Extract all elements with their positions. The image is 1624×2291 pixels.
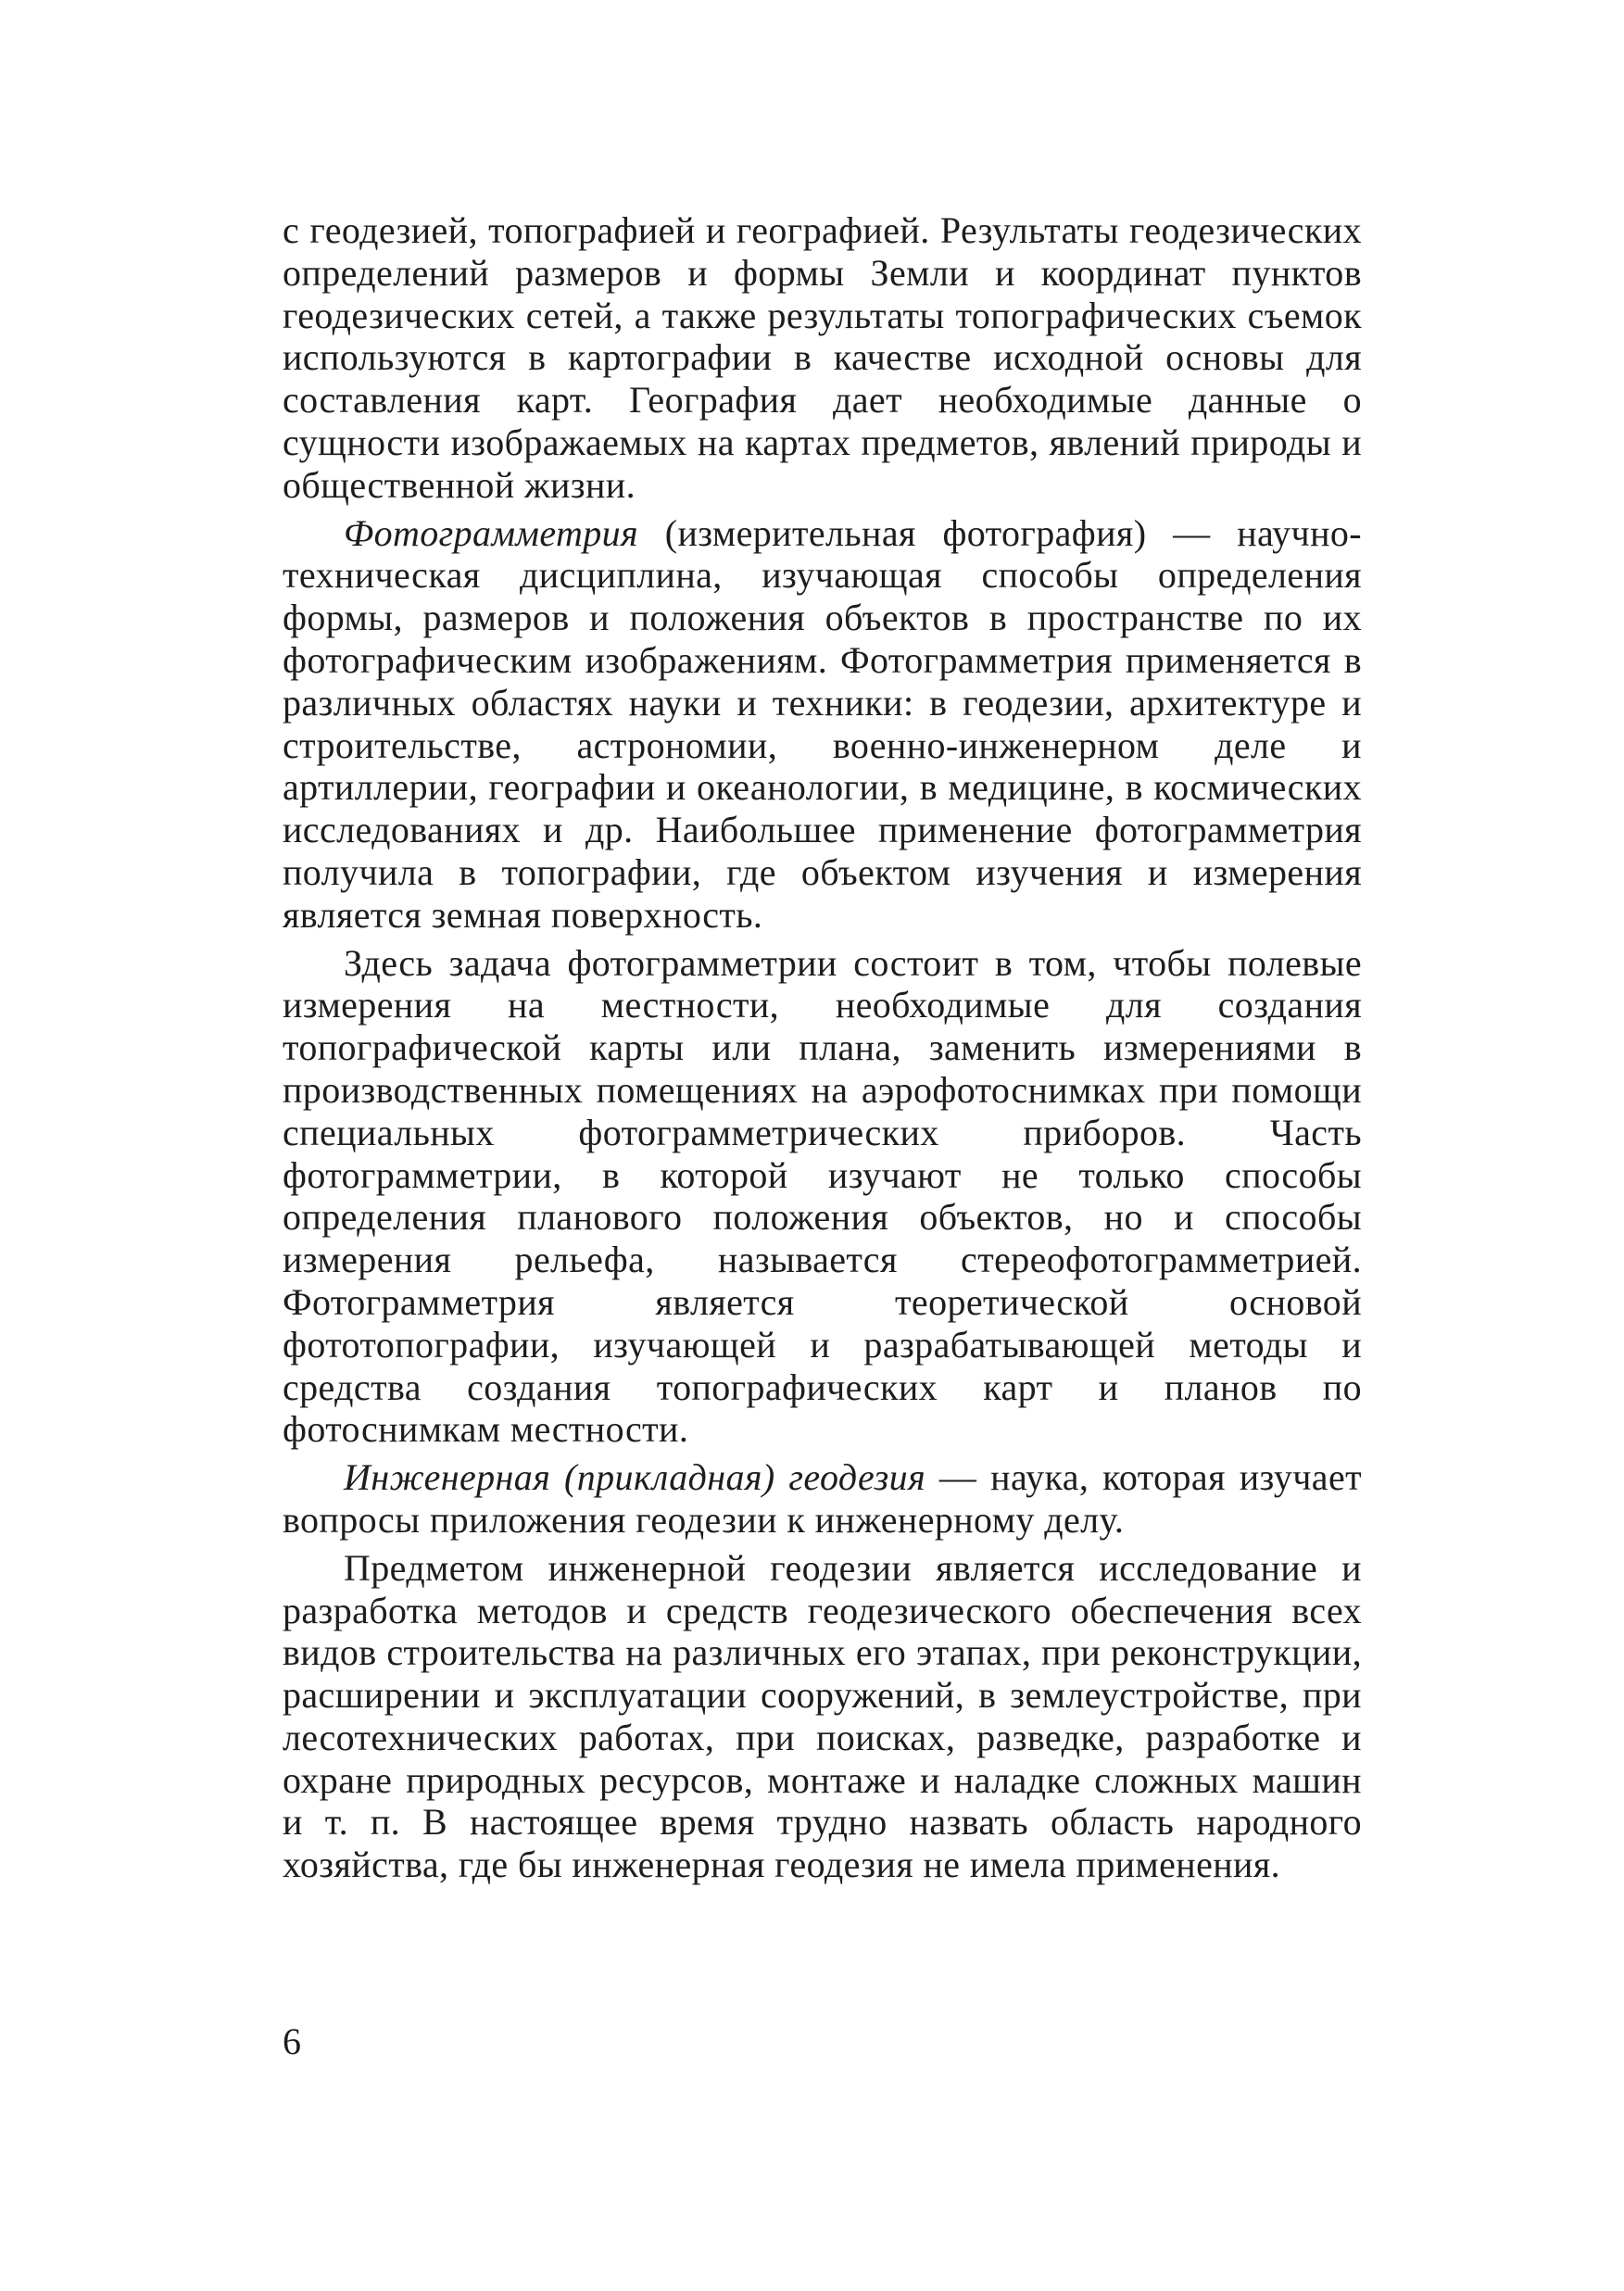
paragraph-text: Здесь задача фотограмметрии состоит в том, чтобы полевые измерения на местности, необходимые для создания топографической карты или плана, заменить измерениями в производственных помещениях на аэрофотоснимках при помощи специальных фотограмметрических приборов. Часть фотограмметрии, в которой изучают не только способы определения планового положения объектов, но и способы измерения рельефа, называется стереофотограмметрией. Фотограмметрия является теоретической основой фототопографии, изучающей и разрабатывающей методы и средства создания топографических карт и планов по фотоснимкам местности. [283,941,1362,1451]
paragraph-geography-relation [283,209,1362,507]
paragraph-text: Предметом инженерной геодезии является исследование и разработка методов и средств геодезического обеспечения всех видов строительства на различных его этапах, при реконструкции, расширении и эксплуатации сооружений, в землеустройстве, при лесотехнических работах, при поисках, разведке, разработке и охране природных ресурсов, монтаже и наладке сложных машин и т. п. В настоящее время трудно назвать область народного хозяйства, где бы инженерная геодезия не имела применения. [283,1546,1362,1886]
paragraph-text: (измерительная фотография) — научно-техническая дисциплина, изучающая способы определения формы, размеров и положения объектов в пространстве по их фотографическим изображениям. Фотограмметрия применяется в различных областях науки и техники: в геодезии, архитектуре и строительстве, астрономии, военно-инженерном деле и артиллерии, географии и океанологии, в медицине, в космических исследованиях и др. Наибольшее применение фотограмметрия получила в топографии, где объектом изучения и измерения является земная поверхность. [283,511,1362,936]
paragraph-text: — наука, которая изучает вопросы приложения геодезии к инженерному делу. [283,1456,1362,1541]
body-text [283,209,1362,1892]
term-photogrammetry: Фотограмметрия [344,511,639,554]
paragraph-engineering-geodesy [283,1456,1362,1542]
paragraph-text: с геодезией, топографией и географией. Результаты геодезических определений размеров и формы Земли и координат пунктов геодезических сетей, а также результаты топографических съемок используются в картографии в качестве исходной основы для составления карт. География дает необходимые данные о сущности изображаемых на картах предметов, явлений природы и общественной жизни. [283,209,1362,506]
term-engineering-geodesy: Инженерная (прикладная) геодезия [344,1456,926,1499]
page-number: 6 [283,2020,301,2062]
paragraph-photogrammetry-task [283,942,1362,1452]
paragraph-engineering-geodesy-subject [283,1547,1362,1886]
paragraph-photogrammetry [283,512,1362,937]
